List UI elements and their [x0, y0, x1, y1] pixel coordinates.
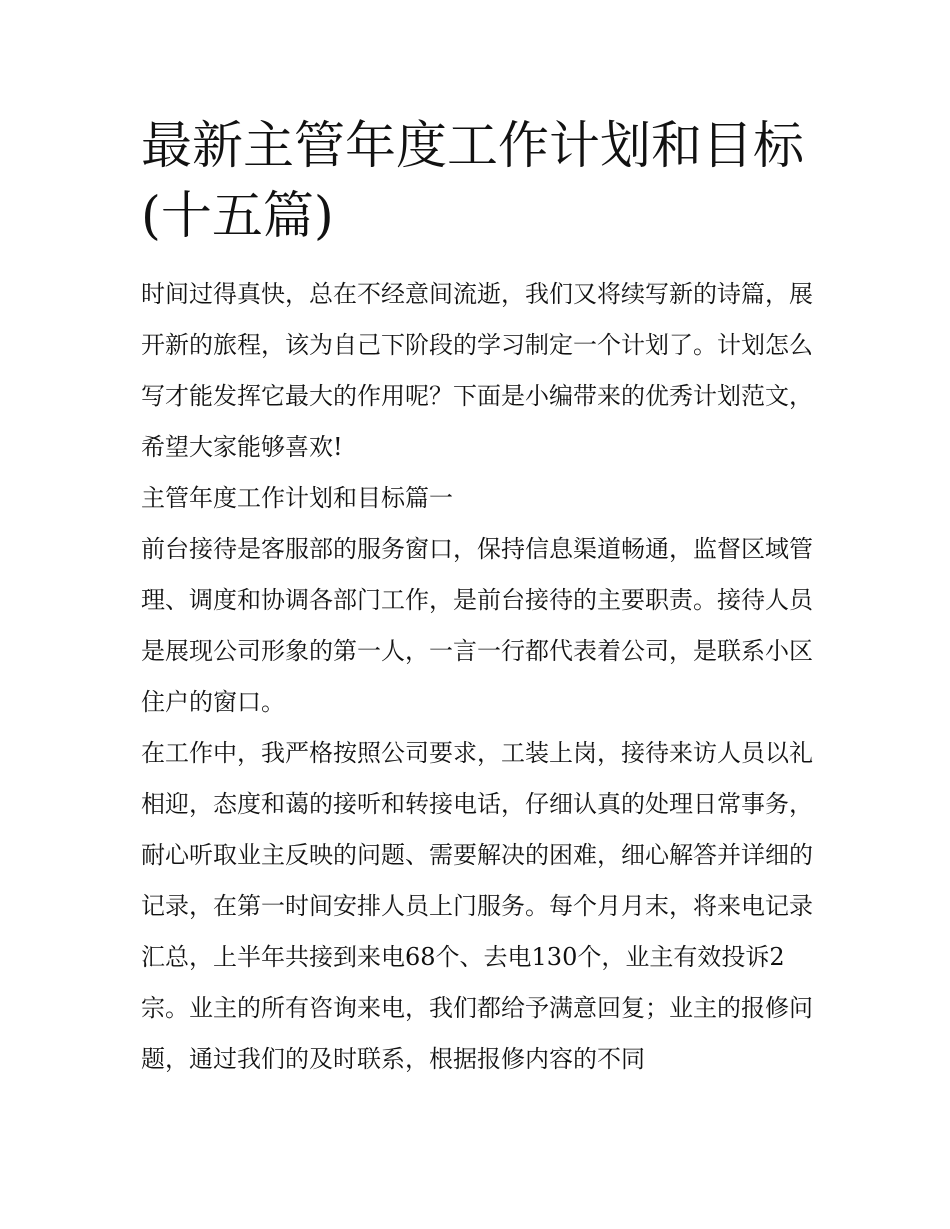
document-title: 最新主管年度工作计划和目标(十五篇) [141, 117, 805, 246]
document-page [141, 112, 821, 1085]
body-paragraph-2: 在工作中，我严格按照公司要求，工装上岗，接待来访人员以礼相迎，态度和蔼的接听和转接电话，仔细认真的处理日常事务，耐心听取业主反映的问题、需要解决的困难，细心解答并详细的记录，在第一时间安排人员上门服务。每个月月末，将来电记录汇总，上半年共接到来电68个、去电130个，业主有效投诉2宗。业主的所有咨询来电，我们都给予满意回复；业主的报修问题，通过我们的及时联系，根据报修内容的不同 [141, 739, 813, 1073]
section-heading: 主管年度工作计划和目标篇一 [141, 484, 453, 512]
body-paragraph-1: 前台接待是客服部的服务窗口，保持信息渠道畅通，监督区域管理、调度和协调各部门工作，是前台接待的主要职责。接待人员是展现公司形象的第一人，一言一行都代表着公司，是联系小区住户的窗口。 [141, 535, 813, 716]
intro-paragraph: 时间过得真快，总在不经意间流逝，我们又将续写新的诗篇，展开新的旅程，该为自己下阶段的学习制定一个计划了。计划怎么写才能发挥它最大的作用呢？下面是小编带来的优秀计划范文，希望大家能够喜欢! [141, 280, 813, 461]
